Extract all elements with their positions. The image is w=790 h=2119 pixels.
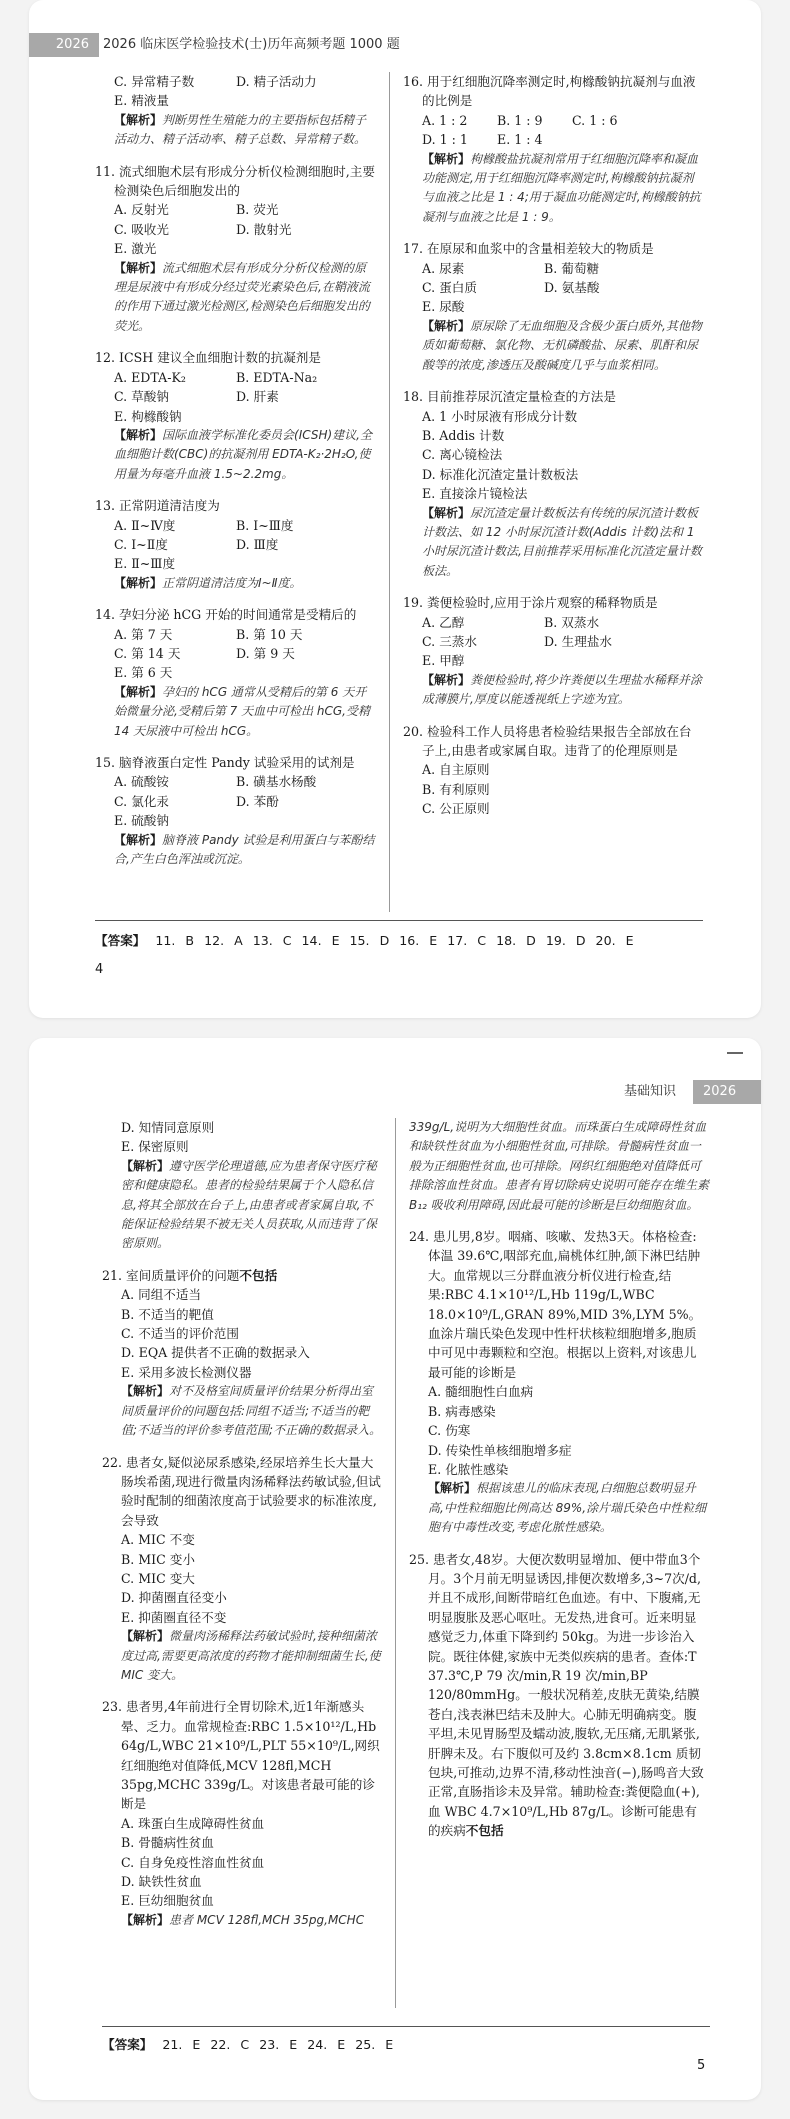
option: D. 肝素 xyxy=(236,389,279,405)
explanation: 【解析】对不及格室间质量评价结果分析得出室间质量评价的问题包括:同组不适当;不适当的靶值;不适当的评价参考值范围;不正确的数据录入。 xyxy=(121,1384,382,1438)
option: A. 尿素 xyxy=(422,260,465,276)
question-stem: 18. 目前推荐尿沉渣定量检查的方法是 xyxy=(403,389,616,405)
option: B. 不适当的靶值 xyxy=(121,1306,214,1322)
question-stem: 20. 检验科工作人员将患者检验结果报告全部放在台子上,由患者或家属自取。违背了的伦理原则是 xyxy=(403,723,692,758)
explanation: 【解析】患者 MCV 128fl,MCH 35pg,MCHC xyxy=(121,1912,365,1927)
question-stem: 25. 患者女,48岁。大便次数明显增加、便中带血3个月。3个月前无明显诱因,排便次数增多,3~7次/d,并且不成形,间断带暗红色血迹。有中、下腹痛,无明显腹胀及恶心呕吐。无发热,进食可。近来明显感觉乏力,体重下降到约 50kg。为进一步诊治入院。既往体健,家族中无类似疾病的患者。查体:T 37.3℃,P 79 次/min,R 19 次/min,BP 120/80mmHg。一般状况稍差,皮肤无黄染,结膜苍白,浅表淋巴结未及肿大。心肺无明确病变。腹平坦,未见胃肠型及蠕动波,腹软,无压痛,无肌紧张,肝脾未及。右下腹似可及约 3.8cm×8.1cm 质韧包块,可推动,边界不清,移动性浊音(−),肠鸣音大致正常,直肠指诊未及异常。辅助检查:粪便隐血(+),血 WBC 4.7×10⁹/L,Hb 87g/L。诊断可能患有的疾病不包括 xyxy=(409,1551,704,1839)
explanation: 【解析】枸橼酸盐抗凝剂常用于红细胞沉降率和凝血功能测定,用于红细胞沉降率测定时,枸橼酸钠抗凝剂与血液之比是 1 : 4;用于凝血功能测定时,枸橼酸钠抗凝剂与血液之比是 1 : 9。 xyxy=(422,151,701,224)
question-10-tail xyxy=(95,72,377,150)
explanation: 【解析】微量肉汤稀释法药敏试验时,接种细菌浓度过高,需要更高浓度的药物才能抑制细菌生长,使 MIC 变大。 xyxy=(121,1629,381,1682)
question-20-tail xyxy=(102,1118,384,1254)
option: C. 公正原则 xyxy=(422,801,490,817)
option: E. 硫酸钠 xyxy=(114,813,169,829)
explanation: 【解析】遵守医学伦理道德,应为患者保守医疗秘密和健康隐私。患者的检验结果属于个人隐私信息,将其全部放在台子上,由患者或者家属自取,不能保证检验结果不被无关人员获取,从而违背了保密原则。 xyxy=(121,1158,377,1251)
book-title: 2026 临床医学检验技术(士)历年高频考题 1000 题 xyxy=(103,37,400,52)
option: A. 乙醇 xyxy=(422,614,465,630)
option: A. 自主原则 xyxy=(422,762,490,778)
question-14 xyxy=(95,605,377,741)
option: D. 标准化沉渣定量计数板法 xyxy=(422,466,579,482)
left-column xyxy=(102,1118,384,1930)
explanation: 【解析】孕妇的 hCG 通常从受精后的第 6 天开始微量分泌,受精后第 7 天血中可检出 hCG,受精 14 天尿液中可检出 hCG。 xyxy=(114,684,370,738)
question-25 xyxy=(409,1550,709,1841)
explanation: 【解析】脑脊液 Pandy 试验是利用蛋白与苯酚结合,产生白色浑浊或沉淀。 xyxy=(114,832,375,867)
option: E. 尿酸 xyxy=(422,299,465,315)
option: B. 葡萄糖 xyxy=(544,260,600,276)
option: B. Addis 计数 xyxy=(422,427,505,443)
option: E. 甲醇 xyxy=(422,653,465,669)
section-title: 基础知识 xyxy=(624,1084,677,1099)
option: C. 不适当的评价范围 xyxy=(121,1326,239,1342)
explanation: 【解析】正常阴道清洁度为Ⅰ~Ⅱ度。 xyxy=(114,575,302,590)
option: D. 知情同意原则 xyxy=(121,1120,215,1135)
question-20 xyxy=(403,722,703,819)
right-column xyxy=(409,1118,709,1841)
option: A. MIC 不变 xyxy=(121,1532,195,1548)
option: B. 荧光 xyxy=(236,202,279,218)
question-stem: 22. 患者女,疑似泌尿系感染,经尿培养生长大量大肠埃希菌,现进行微量肉汤稀释法药敏试验,但试验时配制的细菌浓度高于试验要求的标准浓度,会导致 xyxy=(102,1454,381,1528)
option: B. 病毒感染 xyxy=(428,1403,496,1419)
option: D. 1 : 1 xyxy=(422,132,468,148)
right-column xyxy=(403,72,703,819)
question-stem: 19. 粪便检验时,应用于涂片观察的稀释物质是 xyxy=(403,595,658,611)
option: C. 吸收光 xyxy=(114,221,169,237)
option: D. 苯酚 xyxy=(236,793,279,809)
question-stem: 16. 用于红细胞沉降率测定时,枸橼酸钠抗凝剂与血液的比例是 xyxy=(403,74,696,109)
question-23 xyxy=(102,1697,384,1930)
option: A. 1 小时尿液有形成分计数 xyxy=(422,408,578,424)
option: A. 反射光 xyxy=(114,202,169,218)
answer-key: 【答案】 21. E 22. C 23. E 24. E 25. E xyxy=(102,2037,394,2052)
option: D. 传染性单核细胞增多症 xyxy=(428,1442,572,1458)
question-19 xyxy=(403,593,703,709)
option: B. EDTA-Na₂ xyxy=(236,369,318,385)
option: C. 草酸钠 xyxy=(114,389,169,405)
option: E. 1 : 4 xyxy=(497,132,543,148)
option: E. 采用多波长检测仪器 xyxy=(121,1364,252,1380)
option: E. 抑菌圈直径不变 xyxy=(121,1609,227,1625)
option: C. 离心镜检法 xyxy=(422,447,503,463)
option: E. 精液量 xyxy=(114,93,169,109)
explanation: 【解析】判断男性生殖能力的主要指标包括精子活动力、精子活动率、精子总数、异常精子数。 xyxy=(114,112,367,147)
option: A. 硫酸铵 xyxy=(114,774,169,790)
option: D. 抑菌圈直径变小 xyxy=(121,1590,227,1606)
question-stem: 15. 脑脊液蛋白定性 Pandy 试验采用的试剂是 xyxy=(95,755,355,770)
question-18 xyxy=(403,387,703,581)
year-tag: 2026 xyxy=(693,1080,761,1104)
page-5 xyxy=(29,1038,761,2100)
explanation: 【解析】根据该患儿的临床表现,白细胞总数明显升高,中性粒细胞比例高达 89%,涂片瑞氏染色中性粒细胞有中毒性改变,考虑化脓性感染。 xyxy=(428,1481,707,1535)
question-21 xyxy=(102,1266,384,1441)
option: A. 髓细胞性白血病 xyxy=(428,1384,534,1400)
question-stem: 17. 在原尿和血浆中的含量相差较大的物质是 xyxy=(403,241,654,257)
option: D. 氨基酸 xyxy=(544,280,600,296)
option: C. 第 14 天 xyxy=(114,645,181,661)
option: A. 1 : 2 xyxy=(422,112,468,128)
option: B. 骨髓病性贫血 xyxy=(121,1835,214,1851)
option: C. 三蒸水 xyxy=(422,633,477,649)
answer-rule xyxy=(95,920,703,921)
option: D. EQA 提供者不正确的数据录入 xyxy=(121,1345,310,1361)
question-24 xyxy=(409,1227,709,1538)
option: A. 珠蛋白生成障碍性贫血 xyxy=(121,1815,265,1831)
option: E. 巨幼细胞贫血 xyxy=(121,1893,214,1909)
option: A. EDTA-K₂ xyxy=(114,369,186,385)
question-stem: 14. 孕妇分泌 hCG 开始的时间通常是受精后的 xyxy=(95,607,357,623)
option: E. 激光 xyxy=(114,241,157,257)
question-stem: 12. ICSH 建议全血细胞计数的抗凝剂是 xyxy=(95,350,321,366)
option: B. Ⅰ~Ⅲ度 xyxy=(236,517,294,533)
option: B. MIC 变小 xyxy=(121,1551,195,1567)
option: C. 1 : 6 xyxy=(572,112,618,128)
explanation: 【解析】尿沉渣定量计数板法有传统的尿沉渣计数板计数法、如 12 小时尿沉渣计数(Addis 计数)法和 1 小时尿沉渣计数法,目前推荐采用标准化沉渣定量计数板法。 xyxy=(422,505,702,578)
explanation: 【解析】原尿除了无血细胞及含极少蛋白质外,其他物质如葡萄糖、氯化物、无机磷酸盐、尿素、肌酐和尿酸等的浓度,渗透压及酸碱度几乎与血浆相同。 xyxy=(422,318,702,372)
question-13 xyxy=(95,496,377,593)
year-tag: 2026 xyxy=(29,33,99,57)
question-stem: 21. 室间质量评价的问题不包括 xyxy=(102,1267,278,1283)
option: B. 有利原则 xyxy=(422,781,490,797)
option: D. 精子活动力 xyxy=(236,74,317,89)
left-column xyxy=(95,72,377,869)
option: D. 生理盐水 xyxy=(544,633,613,649)
explanation: 【解析】流式细胞术层有形成分分析仪检测的原理是尿液中有形成分经过荧光素染色后,在鞘液流的作用下通过激光检测区,检测染色后细胞发出的荧光。 xyxy=(114,260,370,333)
question-stem: 11. 流式细胞术层有形成分分析仪检测细胞时,主要检测染色后细胞发出的 xyxy=(95,163,375,199)
column-divider xyxy=(395,1118,396,2008)
question-15 xyxy=(95,753,377,869)
option: E. 保密原则 xyxy=(121,1139,189,1155)
page-4 xyxy=(29,0,761,1018)
explanation: 【解析】粪便检验时,将少许粪便以生理盐水稀释并涂成薄膜片,厚度以能透视纸上字迹为宜。 xyxy=(422,672,702,707)
question-stem: 23. 患者男,4年前进行全胃切除术,近1年渐感头晕、乏力。血常规检查:RBC 1.5×10¹²/L,Hb 64g/L,WBC 21×10⁹/L,PLT 55×10⁹/L,网织红细胞绝对值降低,MCV 128fl,MCH 35pg,MCHC 339g/L。对该患者最可能的诊断是 xyxy=(102,1699,380,1812)
option: C. 自身免疫性溶血性贫血 xyxy=(121,1854,265,1870)
option: C. 伤寒 xyxy=(428,1423,471,1439)
option: B. 1 : 9 xyxy=(497,112,543,128)
option: E. 化脓性感染 xyxy=(428,1461,509,1477)
question-11 xyxy=(95,162,377,337)
option: A. 第 7 天 xyxy=(114,626,173,642)
option: C. 蛋白质 xyxy=(422,280,477,296)
option: A. 同组不适当 xyxy=(121,1287,202,1303)
question-16 xyxy=(403,72,703,227)
option: E. 直接涂片镜检法 xyxy=(422,486,528,502)
question-22 xyxy=(102,1453,384,1686)
option: D. 缺铁性贫血 xyxy=(121,1874,202,1890)
option: B. 磺基水杨酸 xyxy=(236,774,317,790)
question-stem: 13. 正常阴道清洁度为 xyxy=(95,498,220,514)
option: B. 双蒸水 xyxy=(544,614,600,630)
option: D. Ⅲ度 xyxy=(236,536,279,552)
column-divider xyxy=(389,72,390,912)
page-number: 4 xyxy=(95,962,104,977)
option: C. 异常精子数 xyxy=(114,74,195,89)
corner-mark xyxy=(727,1052,743,1060)
answer-rule xyxy=(102,2026,710,2027)
answer-key: 【答案】 11. B 12. A 13. C 14. E 15. D 16. E 17. C 18. D 19. D 20. E xyxy=(95,933,634,948)
page-number: 5 xyxy=(697,2058,706,2073)
option: D. 第 9 天 xyxy=(236,645,295,661)
option: A. Ⅱ~Ⅳ度 xyxy=(114,517,176,533)
option: C. Ⅰ~Ⅱ度 xyxy=(114,536,168,552)
option: D. 散射光 xyxy=(236,221,292,237)
question-12 xyxy=(95,348,377,484)
option: C. MIC 变大 xyxy=(121,1570,195,1586)
option: E. Ⅱ~Ⅲ度 xyxy=(114,556,176,572)
option: E. 第 6 天 xyxy=(114,665,173,681)
explanation-continued: 339g/L,说明为大细胞性贫血。而珠蛋白生成障碍性贫血和缺铁性贫血为小细胞性贫血,可排除。骨髓病性贫血一般为正细胞性贫血,也可排除。网织红细胞绝对值降低可排除溶血性贫血。患者有胃切除病史说明可能存在维生素 B₁₂ 吸收利用障碍,因此最可能的诊断是巨幼细胞贫血。 xyxy=(409,1120,710,1212)
option: C. 氯化汞 xyxy=(114,793,169,809)
question-17 xyxy=(403,239,703,375)
option: B. 第 10 天 xyxy=(236,626,303,642)
explanation: 【解析】国际血液学标准化委员会(ICSH)建议,全血细胞计数(CBC)的抗凝剂用 EDTA-K₂·2H₂O,使用量为每毫升血液 1.5~2.2mg。 xyxy=(114,427,372,481)
option: E. 枸橼酸钠 xyxy=(114,408,182,424)
question-stem: 24. 患儿男,8岁。咽痛、咳嗽、发热3天。体格检查:体温 39.6℃,咽部充血,扁桃体红肿,颌下淋巴结肿大。血常规以三分群血液分析仪进行检查,结果:RBC 4.1×10¹²/L,Hb 119g/L,WBC 18.0×10⁹/L,GRAN 89%,MID 3%,LYM 5%。血涂片瑞氏染色发现中性杆状核粒细胞增多,胞质中可见中毒颗粒和空泡。根据以上资料,对该患儿最可能的诊断是 xyxy=(409,1229,702,1380)
